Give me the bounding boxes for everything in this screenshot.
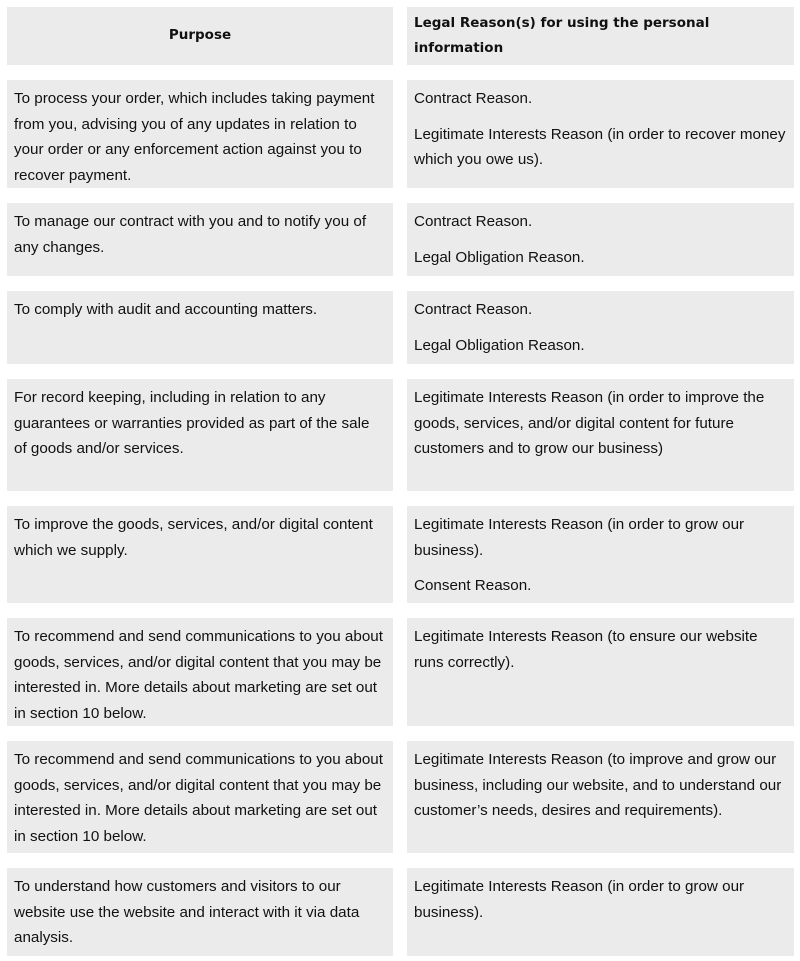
legal-reason-cell <box>407 379 794 491</box>
purpose-cell: To manage our contract with you and to notify you of any changes. <box>7 203 393 276</box>
legal-reason: Consent Reason. <box>414 577 532 594</box>
legal-reason: Legal Obligation Reason. <box>414 248 585 266</box>
table-row <box>7 506 794 603</box>
purpose-cell: To recommend and send communications to you about goods, services, and/or digital content that you may be interested in. More details about marketing are set out in section 10 below. <box>7 618 393 726</box>
legal-reason: Legitimate Interests Reason (to improve and grow our business, including our website, and to understand our customer’s needs, desires and requirements). <box>414 751 782 819</box>
legal-reason: Legal Obligation Reason. <box>414 336 585 354</box>
legal-reason: Contract Reason. <box>414 301 533 318</box>
legal-reason: Legitimate Interests Reason (in order to grow our business). <box>414 516 745 559</box>
table-row <box>7 80 794 188</box>
table-row <box>7 868 794 956</box>
table-row <box>7 203 794 276</box>
legal-reason-cell <box>407 80 794 188</box>
header-legal-reason: Legal Reason(s) for using the personal information <box>407 7 794 65</box>
legal-reason: Legitimate Interests Reason (in order to recover money which you owe us). <box>414 125 786 168</box>
legal-reason-cell <box>407 291 794 364</box>
legal-reason: Contract Reason. <box>414 213 533 230</box>
legal-reason: Contract Reason. <box>414 90 533 107</box>
table-row <box>7 618 794 726</box>
legal-reason-cell <box>407 741 794 853</box>
legal-reason-cell <box>407 506 794 603</box>
header-purpose: Purpose <box>7 7 393 65</box>
legal-reason-cell <box>407 618 794 726</box>
table-header <box>7 7 794 65</box>
legal-reason: Legitimate Interests Reason (to ensure our website runs correctly). <box>414 628 758 671</box>
purpose-cell: To comply with audit and accounting matters. <box>7 291 393 364</box>
table-row <box>7 741 794 853</box>
purpose-cell: To recommend and send communications to you about goods, services, and/or digital content that you may be interested in. More details about marketing are set out in section 10 below. <box>7 741 393 853</box>
legal-reason: Legitimate Interests Reason (in order to improve the goods, services, and/or digital content for future customers and to grow our business) <box>414 389 765 457</box>
legal-reason: Legitimate Interests Reason (in order to grow our business). <box>414 878 745 921</box>
purpose-cell: To improve the goods, services, and/or digital content which we supply. <box>7 506 393 603</box>
legal-reason-cell <box>407 203 794 276</box>
legal-reason-cell <box>407 868 794 956</box>
table-row <box>7 379 794 491</box>
purpose-cell: For record keeping, including in relation to any guarantees or warranties provided as part of the sale of goods and/or services. <box>7 379 393 491</box>
purpose-cell: To understand how customers and visitors to our website use the website and interact with it via data analysis. <box>7 868 393 956</box>
purpose-cell: To process your order, which includes taking payment from you, advising you of any updates in relation to your order or any enforcement action against you to recover payment. <box>7 80 393 188</box>
table-row <box>7 291 794 364</box>
